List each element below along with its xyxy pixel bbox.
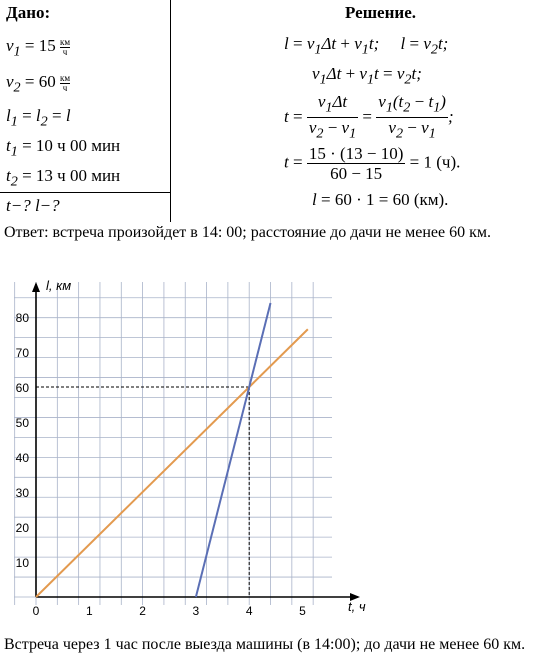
chart-series: [36, 303, 308, 597]
chart-grid: [14, 282, 332, 605]
given-title: Дано:: [6, 3, 51, 22]
x-tick-label: 4: [245, 604, 253, 618]
solution-line-4: t = $\frac{15 \cdot (13 - 10)}{60 - 15}$ = 1 (ч).: [284, 144, 461, 183]
y-axis-label: l, км: [46, 278, 72, 293]
given-t1: $t_1 = 10$ ч 00 мин: [6, 136, 121, 160]
solution-line-1: $l = v_1\Delta t + v_1t$; $l = v_2t$;: [284, 34, 449, 58]
x-tick-label: 3: [192, 604, 200, 618]
solution-line-2: $v_1\Delta t + v_1t = v_2t$;: [312, 64, 422, 88]
given-v1: $v_1 = 15$ $\frac{км}{ч}$: [6, 36, 71, 60]
chart-axes: [32, 278, 366, 614]
given-find: t−? l−?: [6, 196, 60, 215]
x-tick-label: 2: [139, 604, 146, 618]
x-tick-label: 1: [85, 604, 93, 618]
y-tick-label: 30: [15, 486, 29, 500]
answer-text: Ответ: встреча произойдет в 14: 00; расстояние до дачи не менее 60 км.: [4, 224, 492, 241]
given-divider-horizontal: [0, 192, 170, 193]
given-l-equal: $l_1 = l_2 = l$: [6, 106, 71, 130]
x-tick-label: 5: [299, 604, 306, 618]
distance-time-chart: [0, 268, 550, 620]
solution-line-3: t = $\frac{v_1\Delta t}{v_2 - v_1}$ = $\frac{v_1(t_2 - t_1)}{v_2 - v_1}$ ;: [284, 92, 454, 142]
x-axis-label: t, ч: [348, 599, 366, 614]
given-divider-vertical: [170, 0, 171, 222]
x-tick-label: 0: [32, 604, 40, 618]
y-tick-label: 10: [15, 556, 29, 570]
y-tick-label: 50: [15, 416, 29, 430]
y-axis-arrow: [32, 282, 40, 292]
series-line-2: [196, 303, 271, 597]
y-tick-label: 20: [15, 521, 29, 535]
y-tick-label: 70: [15, 346, 29, 360]
given-t2: $t_2 = 13$ ч 00 мин: [6, 166, 121, 190]
solution-line-5: l = 60 · 1 = 60 (км).: [312, 190, 449, 209]
y-tick-label: 80: [15, 311, 29, 325]
given-v2: $v_2 = 60$ $\frac{км}{ч}$: [6, 72, 71, 96]
y-tick-label: 40: [15, 451, 29, 465]
solution-title: Решение.: [345, 3, 416, 22]
y-tick-label: 60: [15, 381, 29, 395]
chart-caption: Встреча через 1 час после выезда машины (в 14:00); до дачи не менее 60 км.: [4, 636, 526, 653]
chart-ticks: [16, 311, 307, 618]
